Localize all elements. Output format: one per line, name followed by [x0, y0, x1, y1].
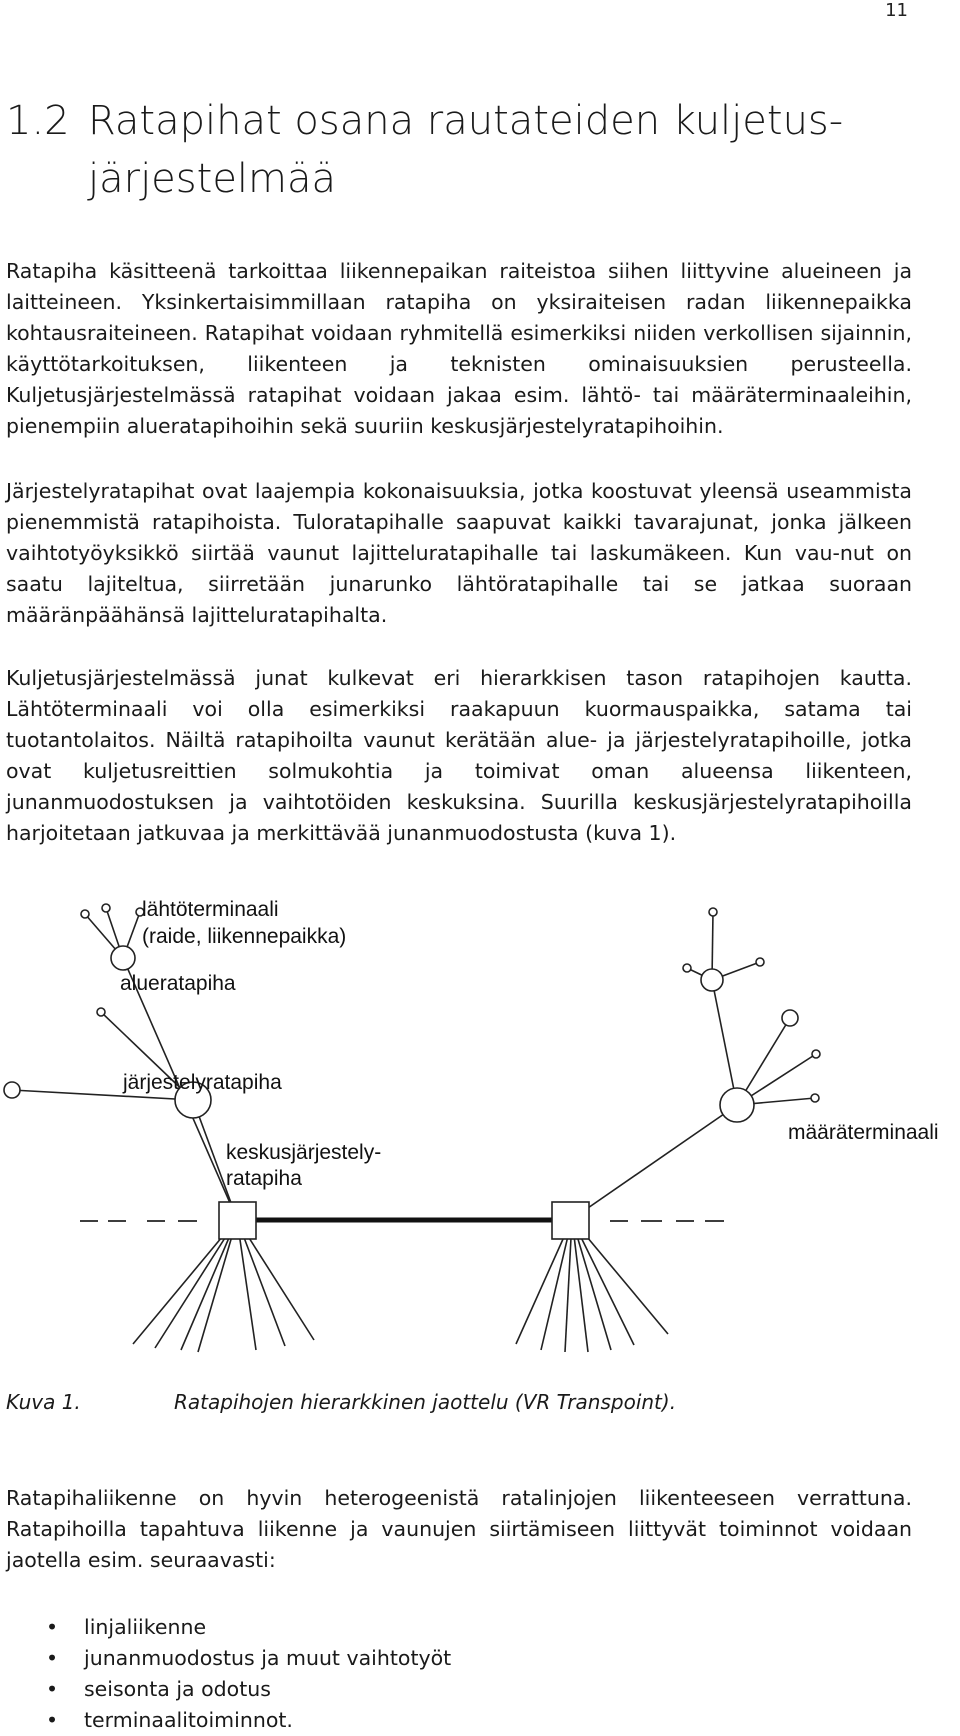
label-maaraterminaali: määräterminaali: [788, 1121, 939, 1144]
terminal-node: [4, 1082, 20, 1098]
branch-line: [572, 1105, 737, 1219]
paragraph-3: Kuljetusjärjestelmässä junat kulkevat eri hierarkkisen tason ratapihojen kautta. Lähtöterminaali voi olla esimerkiksi raakapuun kuormauspaikka, satama tai tuotantolaitos. Näiltä ratapihoilta vaunut kerätään alue- ja järjestelyratapihoille, jotka ovat kuljetusreittien solmukohtia ja toimivat oman alueensa liikenteen, junanmuodostuksen ja vaihtotöiden keskuksina. Suurilla keskusjärjestelyratapihoilla harjoitetaan jatkuvaa ja merkittävää junanmuodostusta (kuva 1).: [6, 666, 912, 845]
label-alueratapiha: alueratapiha: [120, 972, 236, 995]
regional-yard-node: [111, 946, 135, 970]
list-item: [46, 1612, 451, 1643]
list-item-text: terminaalitoiminnot.: [84, 1708, 293, 1732]
list-item-text: linjaliikenne: [84, 1615, 207, 1639]
terminal-node: [97, 1008, 105, 1016]
label-lahtoterminaali-sub: (raide, liikennepaikka): [142, 925, 347, 948]
page-number: 11: [885, 0, 908, 21]
bullet-marker: •: [46, 1677, 59, 1701]
figure-rail-yard-hierarchy: [0, 872, 960, 1362]
bullet-list: [46, 1612, 451, 1736]
marshalling-yard-node: [720, 1088, 754, 1122]
figure-caption: [6, 1390, 676, 1414]
terminal-node: [102, 904, 110, 912]
terminal-node: [812, 1050, 820, 1058]
caption-text: Ratapihojen hierarkkinen jaottelu (VR Transpoint).: [174, 1390, 677, 1414]
caption-number: Kuva 1.: [6, 1390, 81, 1414]
section-title: Ratapihat osana rautateiden kuljetus-järjestelmää: [88, 98, 844, 202]
paragraph-1: Ratapiha käsitteenä tarkoittaa liikennepaikan raiteistoa siihen liittyvine alueineen ja laitteineen. Yksinkertaisimmillaan ratapiha on yksiraiteisen radan liikennepaikka kohtausraiteineen. Ratapihat voidaan ryhmitellä esimerkiksi niiden verkollisen sijainnin, käyttötarkoituksen, liikenteen ja teknisten ominaisuuksien perusteella. Kuljetusjärjestelmässä ratapihat voidaan jakaa esim. lähtö- tai määräterminaaleihin, pienempiin alueratapihoihin sekä suuriin keskusjärjestelyratapihoihin.: [6, 259, 912, 438]
terminal-node: [782, 1010, 798, 1026]
paragraph-2: Järjestelyratapihat ovat laajempia kokonaisuuksia, jotka koostuvat yleensä useammista pienemmistä ratapihoista. Tuloratapihalle saapuvat kaikki tavarajunat, jonka jälkeen vaihtotyöyksikkö siirtää vaunut lajitteluratapihalle tai laskumäkeen. Kun vau-nut on saatu lajiteltua, siirretään junarunko lähtöratapihalle tai se jatkaa suoraan määränpäähänsä lajitteluratapihalta.: [6, 479, 912, 627]
list-item-text: seisonta ja odotus: [84, 1677, 271, 1701]
hierarchy-diagram: [0, 872, 960, 1362]
terminal-node: [683, 964, 691, 972]
paragraph-4: Ratapihaliikenne on hyvin heterogeenistä ratalinjojen liikenteeseen verrattuna. Ratapihoilla tapahtuva liikenne ja vaunujen siirtämiseen liittyvät toiminnot voidaan jaotella esim. seuraavasti:: [6, 1486, 912, 1572]
label-keskusjarjestely: keskusjärjestely-: [226, 1141, 382, 1164]
terminal-node: [81, 910, 89, 918]
bullet-marker: •: [46, 1615, 59, 1639]
central-yard-left: [219, 1202, 256, 1239]
list-item: [46, 1643, 451, 1674]
bullet-marker: •: [46, 1646, 59, 1670]
list-item: [46, 1705, 451, 1736]
terminal-node: [811, 1094, 819, 1102]
label-jarjestelyratapiha: järjestelyratapiha: [123, 1071, 282, 1094]
regional-yard-node: [701, 969, 723, 991]
label-lahtoterminaali: lähtöterminaali: [142, 898, 279, 921]
section-heading: [6, 92, 946, 208]
branch-line: [712, 980, 737, 1105]
section-number: 1.2: [6, 98, 70, 144]
label-keskus-ratapiha: ratapiha: [226, 1167, 302, 1190]
bullet-marker: •: [46, 1708, 59, 1732]
list-item-text: junanmuodostus ja muut vaihtotyöt: [84, 1646, 452, 1670]
list-item: [46, 1674, 451, 1705]
central-yard-right: [552, 1202, 589, 1239]
terminal-node: [756, 958, 764, 966]
terminal-node: [709, 908, 717, 916]
